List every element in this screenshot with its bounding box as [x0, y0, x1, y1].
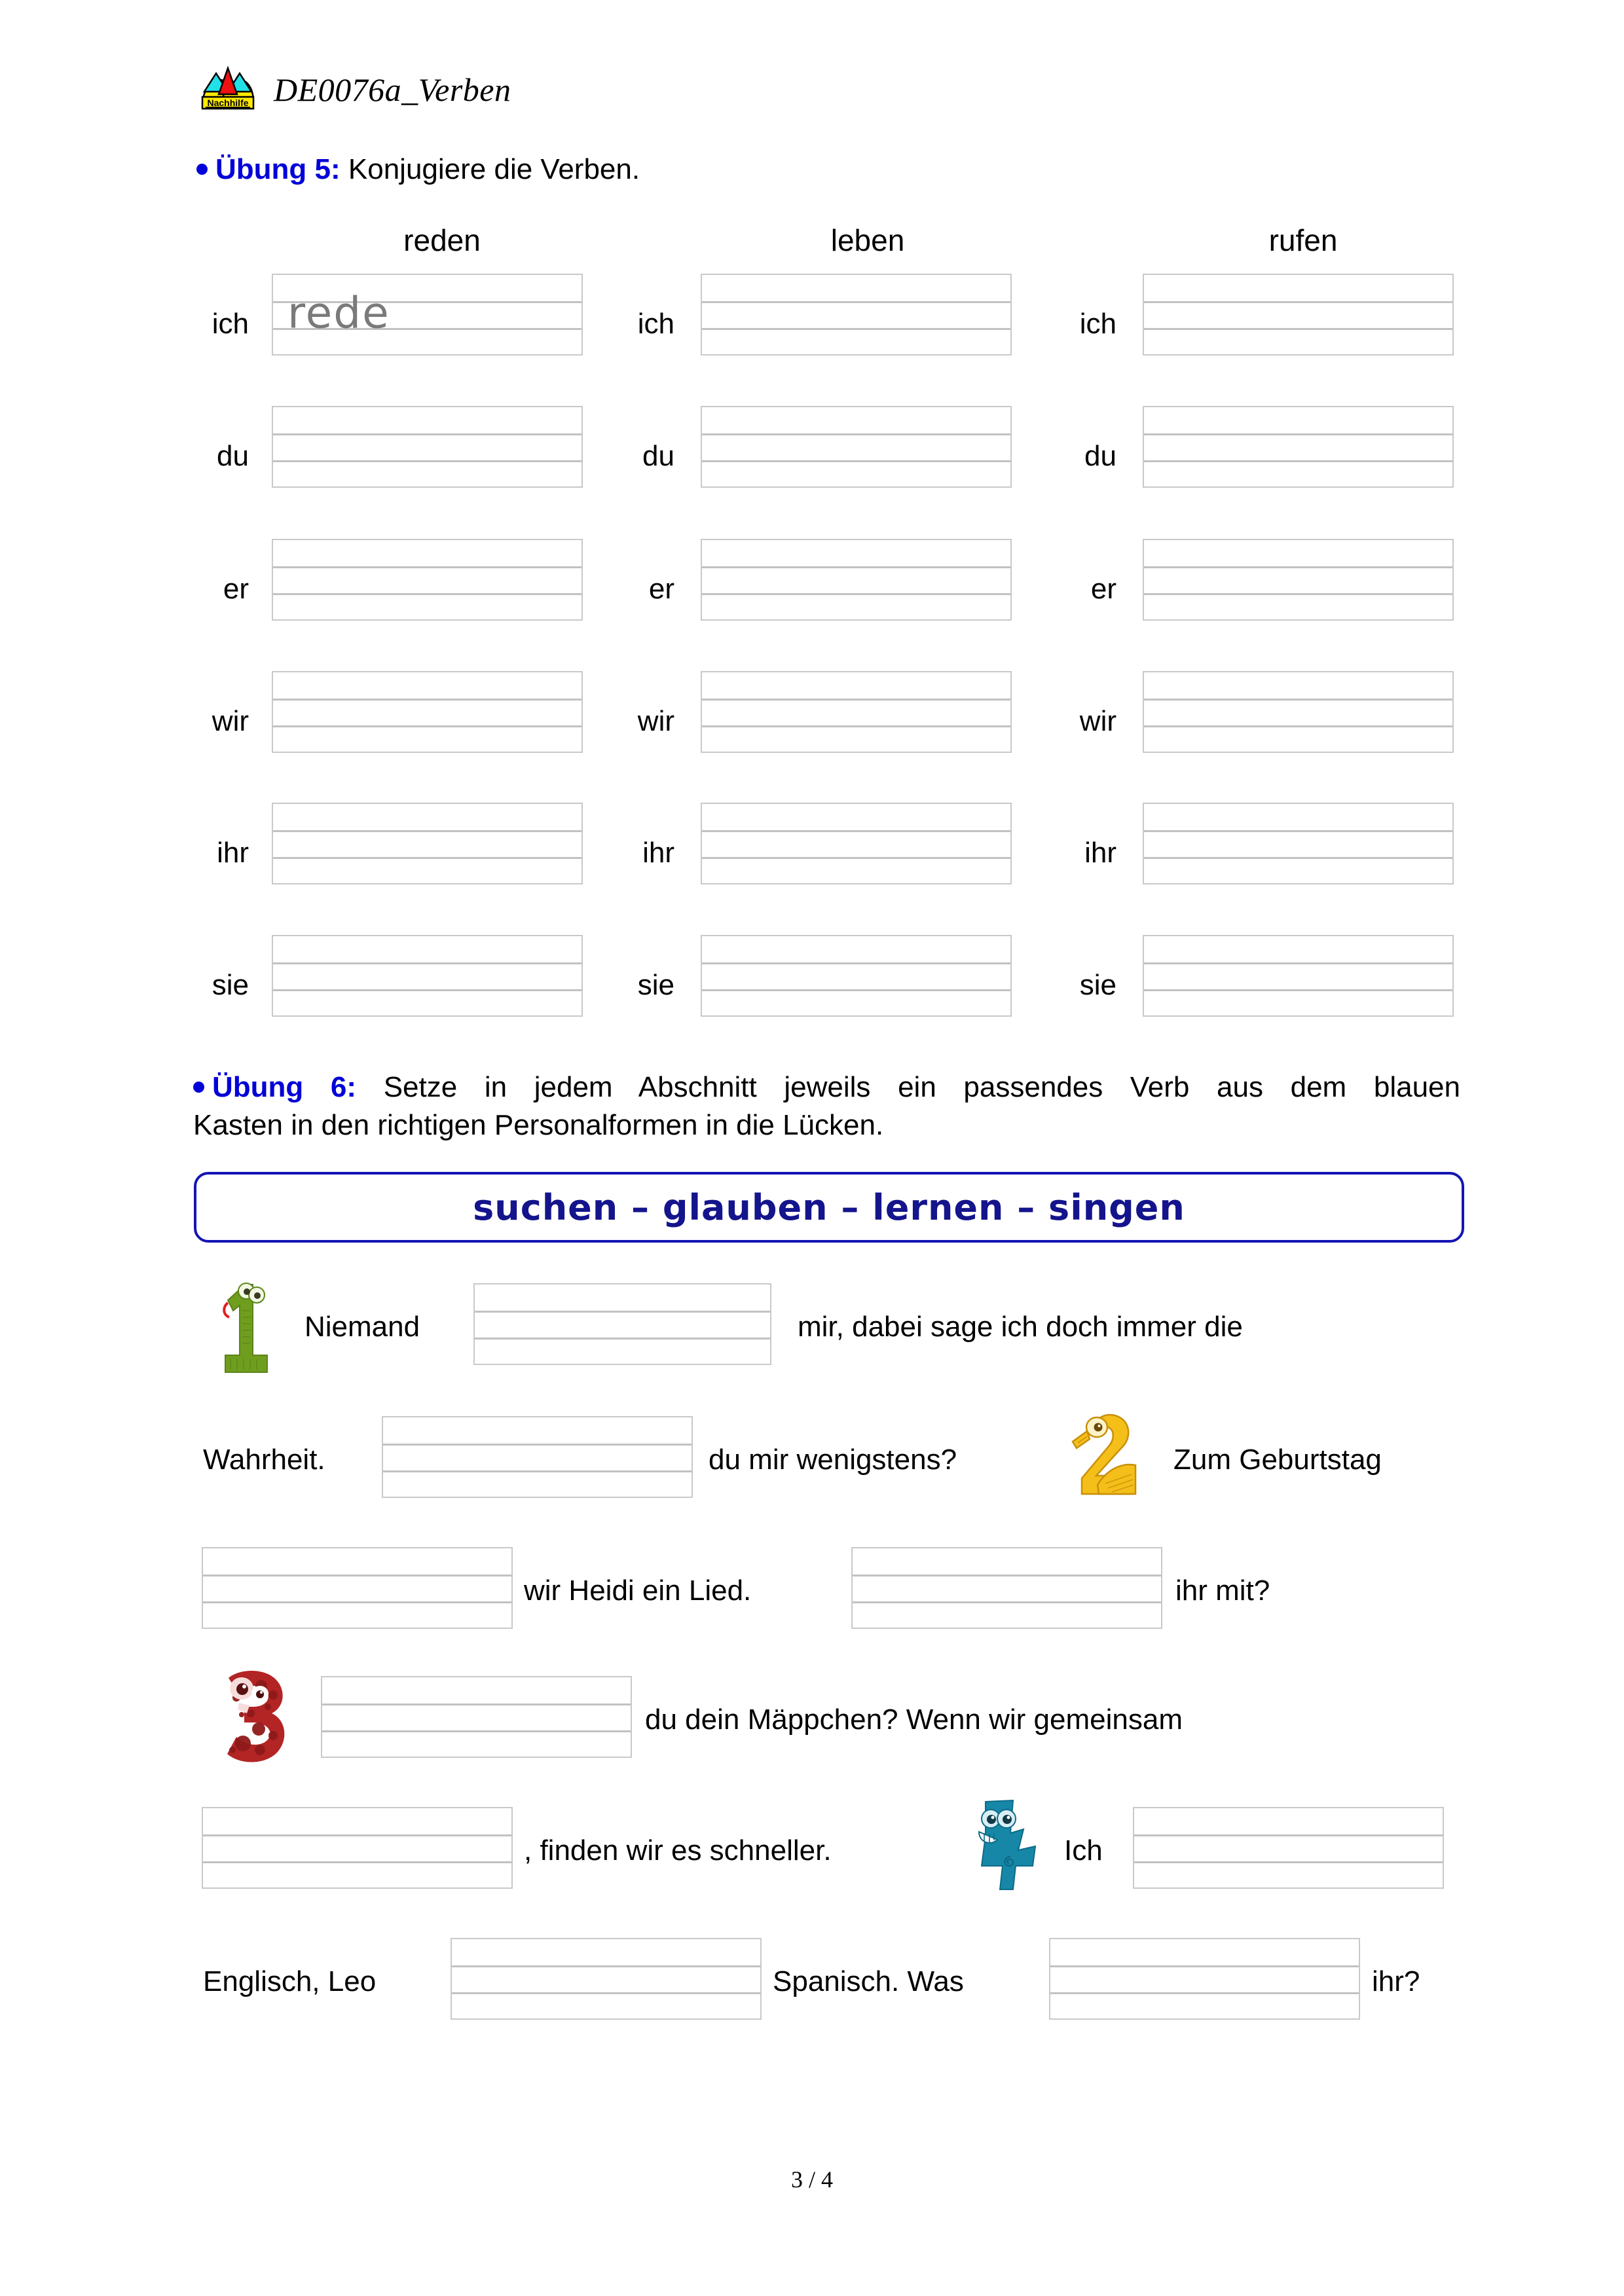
gap-answer-box-6[interactable]: [202, 1807, 513, 1889]
writing-rule: [1134, 1834, 1443, 1836]
pronoun-label-ihr-3: ihr: [1084, 837, 1116, 869]
pronoun-label-sie-1: sie: [212, 969, 249, 1001]
gap-text-niemand: Niemand: [304, 1311, 420, 1343]
pronoun-label-wir-2: wir: [637, 705, 674, 737]
writing-rule: [203, 1834, 511, 1836]
writing-rule: [322, 1730, 631, 1732]
answer-box-leben-er[interactable]: [701, 539, 1012, 621]
exercise-6-instruction-line-2: Kasten in den richtigen Personalformen in die Lücken.: [193, 1109, 884, 1142]
pronoun-label-sie-3: sie: [1079, 969, 1116, 1001]
writing-rule: [1050, 1965, 1359, 1967]
answer-box-reden-ich[interactable]: [272, 274, 583, 355]
gap-text-englisch-leo: Englisch, Leo: [203, 1965, 377, 1997]
writing-rule: [273, 593, 581, 595]
writing-rule: [702, 699, 1010, 701]
answer-box-rufen-sie[interactable]: [1143, 935, 1454, 1017]
answer-box-reden-du[interactable]: [272, 406, 583, 488]
writing-rule: [273, 857, 581, 859]
writing-rule: [1144, 830, 1452, 832]
writing-rule: [1144, 566, 1452, 568]
pronoun-label-wir-1: wir: [212, 705, 249, 737]
nachhilfe-logo-icon: [196, 65, 259, 114]
gap-text-ihr: ihr?: [1372, 1965, 1420, 1997]
verb-header-2: leben: [830, 223, 905, 257]
writing-rule: [475, 1311, 770, 1313]
gap-text-du-mir-wenigstens: du mir wenigstens?: [709, 1444, 957, 1476]
gap-answer-box-5[interactable]: [321, 1676, 632, 1758]
gap-text-zum-geburtstag: Zum Geburtstag: [1173, 1444, 1382, 1476]
exercise-5-heading: [196, 151, 640, 189]
pronoun-label-ich-2: ich: [637, 308, 674, 340]
word-bank-box: [194, 1172, 1464, 1243]
writing-rule: [273, 989, 581, 991]
bullet-icon: [193, 1082, 204, 1093]
writing-rule: [1144, 699, 1452, 701]
verb-header-1: reden: [403, 223, 481, 257]
answer-box-reden-wir[interactable]: [272, 671, 583, 753]
page-number: 3 / 4: [790, 2166, 833, 2193]
writing-rule: [273, 433, 581, 435]
snake-number-one-icon: [216, 1277, 288, 1375]
exercise-6-instruction-line-1: Setze in jedem Abschnitt jeweils ein passendes Verb aus dem blauen: [383, 1071, 1460, 1103]
pronoun-label-du-1: du: [217, 440, 249, 472]
document-title: DE0076a_Verben: [274, 71, 511, 108]
exercise-5-label: Übung 5:: [215, 153, 341, 185]
answer-box-rufen-er[interactable]: [1143, 539, 1454, 621]
writing-rule: [203, 1601, 511, 1603]
writing-rule: [1144, 857, 1452, 859]
pronoun-label-er-1: er: [223, 573, 249, 605]
writing-rule: [1144, 725, 1452, 727]
gap-text-wir-heidi: wir Heidi ein Lied.: [524, 1575, 752, 1607]
writing-rule: [853, 1575, 1161, 1576]
answer-box-rufen-ihr[interactable]: [1143, 803, 1454, 884]
pronoun-label-ihr-1: ihr: [217, 837, 249, 869]
writing-rule: [702, 460, 1010, 462]
swan-number-two-icon: [1067, 1408, 1143, 1503]
gap-answer-box-4[interactable]: [851, 1547, 1162, 1629]
writing-rule: [322, 1704, 631, 1705]
verb-header-3: rufen: [1268, 223, 1338, 257]
bullet-icon: [196, 164, 208, 175]
pronoun-label-ich-1: ich: [212, 308, 249, 340]
writing-rule: [273, 460, 581, 462]
writing-rule: [1050, 1992, 1359, 1994]
answer-box-leben-wir[interactable]: [701, 671, 1012, 753]
writing-rule: [273, 962, 581, 964]
writing-rule: [702, 962, 1010, 964]
monster-number-three-icon: [213, 1666, 291, 1768]
gap-answer-box-2[interactable]: [382, 1416, 693, 1498]
answer-box-reden-sie[interactable]: [272, 935, 583, 1017]
gap-text-du-dein-maeppchen: du dein Mäppchen? Wenn wir gemeinsam: [645, 1704, 1183, 1736]
writing-rule: [383, 1470, 692, 1472]
writing-rule: [702, 593, 1010, 595]
pronoun-label-sie-2: sie: [637, 969, 674, 1001]
pronoun-label-du-2: du: [642, 440, 674, 472]
answer-box-leben-ich[interactable]: [701, 274, 1012, 355]
pronoun-label-wir-3: wir: [1079, 705, 1116, 737]
writing-rule: [273, 566, 581, 568]
writing-rule: [452, 1992, 760, 1994]
writing-rule: [702, 328, 1010, 330]
word-bank-text: suchen – glauben – lernen – singen: [473, 1186, 1185, 1228]
writing-rule: [273, 725, 581, 727]
writing-rule: [702, 989, 1010, 991]
pronoun-label-ihr-2: ihr: [642, 837, 674, 869]
writing-rule: [1144, 460, 1452, 462]
writing-rule: [702, 301, 1010, 303]
writing-rule: [1144, 433, 1452, 435]
writing-rule: [702, 433, 1010, 435]
writing-rule: [452, 1965, 760, 1967]
writing-rule: [1144, 328, 1452, 330]
writing-rule: [1144, 301, 1452, 303]
handwritten-answer: rede: [287, 287, 390, 338]
exercise-5-instruction: Konjugiere die Verben.: [348, 153, 640, 185]
answer-box-leben-sie[interactable]: [701, 935, 1012, 1017]
writing-rule: [273, 830, 581, 832]
writing-rule: [203, 1861, 511, 1863]
pronoun-label-er-2: er: [648, 573, 674, 605]
exercise-6-label: Übung 6:: [212, 1071, 357, 1103]
gap-text-ihr-mit: ihr mit?: [1175, 1575, 1270, 1607]
answer-box-reden-er[interactable]: [272, 539, 583, 621]
pronoun-label-ich-3: ich: [1079, 308, 1116, 340]
gap-text-finden-wir-es-schneller: , finden wir es schneller.: [524, 1834, 832, 1867]
answer-box-leben-ihr[interactable]: [701, 803, 1012, 884]
writing-rule: [273, 699, 581, 701]
document-header: [196, 65, 511, 114]
writing-rule: [1144, 962, 1452, 964]
gap-answer-box-7[interactable]: [1133, 1807, 1444, 1889]
writing-rule: [1144, 989, 1452, 991]
answer-box-rufen-wir[interactable]: [1143, 671, 1454, 753]
gap-answer-box-8[interactable]: [451, 1938, 762, 2020]
exercise-6-heading: [193, 1068, 1460, 1144]
writing-rule: [702, 725, 1010, 727]
gap-text-ich: Ich: [1064, 1834, 1103, 1867]
gap-answer-box-3[interactable]: [202, 1547, 513, 1629]
gap-answer-box-1[interactable]: [473, 1283, 771, 1365]
writing-rule: [1134, 1861, 1443, 1863]
answer-box-reden-ihr[interactable]: [272, 803, 583, 884]
pronoun-label-er-3: er: [1090, 573, 1116, 605]
answer-box-rufen-du[interactable]: [1143, 406, 1454, 488]
gap-text-wahrheit: Wahrheit.: [203, 1444, 325, 1476]
answer-box-leben-du[interactable]: [701, 406, 1012, 488]
logo-label: Nachhilfe: [207, 98, 249, 108]
creature-number-four-icon: [972, 1794, 1048, 1892]
writing-rule: [1144, 593, 1452, 595]
pronoun-label-du-3: du: [1084, 440, 1116, 472]
gap-answer-box-9[interactable]: [1049, 1938, 1360, 2020]
writing-rule: [702, 566, 1010, 568]
writing-rule: [702, 830, 1010, 832]
writing-rule: [475, 1338, 770, 1339]
writing-rule: [203, 1575, 511, 1576]
answer-box-rufen-ich[interactable]: [1143, 274, 1454, 355]
writing-rule: [702, 857, 1010, 859]
writing-rule: [383, 1444, 692, 1446]
gap-text-spanisch-was: Spanisch. Was: [773, 1965, 964, 1997]
writing-rule: [853, 1601, 1161, 1603]
gap-text-mir-dabei: mir, dabei sage ich doch immer die: [798, 1311, 1243, 1343]
